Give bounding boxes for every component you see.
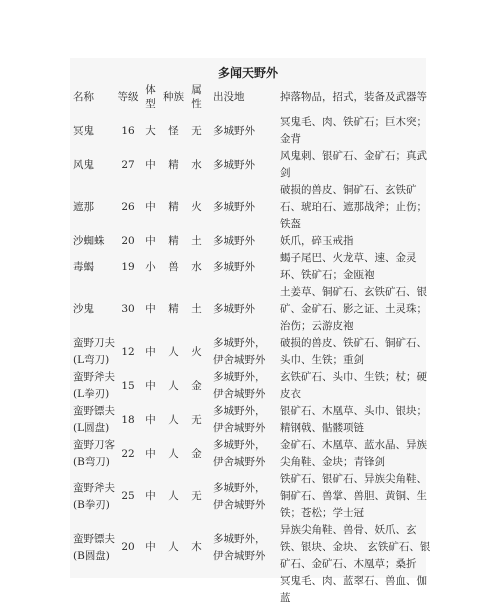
cell-drops: 破损的兽皮、铁矿石、铜矿石、头巾、生铁；重剑 bbox=[280, 337, 427, 366]
cell-race: 人 bbox=[168, 541, 179, 553]
cell-name: 风鬼 bbox=[73, 158, 94, 171]
cell-level bbox=[116, 573, 140, 607]
cell-level: 19 bbox=[121, 260, 135, 273]
table-row bbox=[72, 335, 438, 369]
cell-level: 30 bbox=[121, 303, 135, 315]
table-row bbox=[72, 573, 438, 607]
cell-name: 蛮野镖夫(L圆盘) bbox=[73, 405, 115, 434]
cell-location: 多城野外，伊舍城野外 bbox=[213, 532, 266, 562]
cell-drops: 冥鬼毛、肉、蓝翠石、兽血、伽蓝 bbox=[280, 575, 427, 604]
cell-attr: 水 bbox=[191, 260, 202, 273]
cell-attr: 土 bbox=[191, 303, 202, 315]
cell-race: 精 bbox=[168, 303, 179, 315]
cell-body: 中 bbox=[145, 158, 156, 171]
table-row bbox=[72, 182, 438, 233]
cell-race bbox=[161, 573, 186, 607]
cell-attr: 木 bbox=[191, 541, 202, 553]
cell-location: 多城野外 bbox=[213, 303, 255, 315]
cell-body: 中 bbox=[145, 201, 156, 213]
header-body: 体型 bbox=[145, 84, 156, 110]
cell-attr: 金 bbox=[191, 447, 202, 460]
header-race: 种族 bbox=[163, 90, 184, 103]
cell-attr: 无 bbox=[191, 124, 202, 137]
cell-location: 多城野外 bbox=[213, 124, 255, 137]
cell-drops: 金矿石、木凰草、蓝水晶、异族尖角鞋、金块；青锋剑 bbox=[280, 439, 427, 468]
cell-drops: 玄铁矿石、头巾、生铁；杖；硬皮衣 bbox=[280, 371, 427, 400]
header-level: 等级 bbox=[117, 90, 139, 103]
cell-drops: 异族尖角鞋、兽骨、妖爪、玄铁、银块、金块、 玄铁矿石、银矿石、金矿石、木凰草；桑折 bbox=[280, 524, 431, 570]
cell-attr: 火 bbox=[191, 201, 202, 213]
cell-race: 精 bbox=[168, 235, 179, 247]
cell-name: 毒蝎 bbox=[73, 260, 94, 273]
table-row bbox=[72, 522, 438, 573]
cell-location: 多城野外 bbox=[213, 158, 255, 171]
table-row bbox=[72, 284, 438, 335]
cell-location: 多城野外 bbox=[213, 201, 255, 213]
table-row bbox=[72, 233, 438, 250]
cell-drops: 风鬼刺、银矿石、金矿石；真武剑 bbox=[280, 150, 427, 179]
cell-location: 多城野外，伊舍城野外 bbox=[213, 405, 266, 434]
cell-attr: 土 bbox=[191, 235, 202, 247]
cell-location: 多城野外 bbox=[213, 260, 255, 273]
header-location: 出没地 bbox=[213, 90, 245, 103]
cell-name: 蛮野镖夫(B圆盘) bbox=[73, 532, 115, 562]
cell-level: 22 bbox=[121, 447, 135, 460]
cell-body: 小 bbox=[145, 260, 156, 273]
cell-attr: 水 bbox=[191, 158, 202, 171]
cell-level: 26 bbox=[121, 201, 135, 213]
cell-level: 20 bbox=[121, 235, 135, 247]
cell-race: 人 bbox=[168, 447, 179, 460]
cell-level: 16 bbox=[121, 124, 135, 137]
cell-body bbox=[140, 573, 161, 607]
table-title: 多闻天野外 bbox=[217, 66, 278, 80]
cell-body: 大 bbox=[145, 124, 156, 137]
cell-body: 中 bbox=[145, 541, 156, 553]
cell-body: 中 bbox=[145, 490, 156, 502]
cell-attr: 金 bbox=[191, 379, 202, 392]
cell-name: 遮那 bbox=[73, 201, 94, 213]
cell-level: 18 bbox=[121, 413, 135, 426]
cell-level: 25 bbox=[121, 490, 135, 502]
cell-drops: 土姜草、铜矿石、玄铁矿石、银矿、金矿石、影之证、土灵珠；治伤；云游皮袍 bbox=[280, 286, 427, 332]
table-row bbox=[72, 250, 438, 284]
cell-race: 兽 bbox=[168, 260, 179, 273]
cell-location: 多城野外 bbox=[213, 235, 255, 247]
cell-drops: 银矿石、木凰草、头巾、银块；精钢戟、骷髅项链 bbox=[280, 405, 427, 434]
cell-race: 精 bbox=[168, 201, 179, 213]
table-row bbox=[72, 369, 438, 403]
cell-race: 人 bbox=[168, 345, 179, 358]
cell-drops: 冥鬼毛、肉、铁矿石；巨木突；金背 bbox=[280, 116, 427, 145]
cell-name bbox=[72, 573, 116, 607]
header-name: 名称 bbox=[73, 90, 94, 103]
cell-name: 蛮野斧夫(L拳刃) bbox=[73, 371, 115, 400]
monster-table bbox=[72, 80, 438, 607]
cell-body: 中 bbox=[145, 413, 156, 426]
cell-drops: 破损的兽皮、铜矿石、玄铁矿石、琥珀石、遮那战斧；止伤；铁盔 bbox=[280, 184, 427, 230]
table-header-row bbox=[72, 80, 438, 114]
cell-body: 中 bbox=[145, 345, 156, 358]
cell-level: 20 bbox=[121, 541, 135, 553]
table-row bbox=[72, 148, 438, 182]
cell-level: 27 bbox=[121, 158, 135, 171]
table-row bbox=[72, 471, 438, 522]
cell-body: 中 bbox=[145, 303, 156, 315]
cell-attr: 火 bbox=[191, 345, 202, 358]
cell-drops: 妖爪，碎玉戒指 bbox=[280, 235, 354, 247]
cell-name: 蛮野斧夫(B拳刃) bbox=[73, 481, 115, 511]
table-row bbox=[72, 437, 438, 471]
cell-race: 怪 bbox=[168, 124, 179, 137]
header-attr: 属性 bbox=[191, 84, 202, 110]
cell-drops: 铁矿石、银矿石、异族尖角鞋、铜矿石、兽掌、兽胆、黄铜、生铁；苍松；学士冠 bbox=[280, 473, 427, 519]
cell-name: 蛮野刀客(B弯刀) bbox=[73, 439, 115, 468]
cell-name: 沙鬼 bbox=[73, 303, 94, 315]
table-row bbox=[72, 403, 438, 437]
cell-body: 中 bbox=[145, 379, 156, 392]
cell-attr: 无 bbox=[191, 413, 202, 426]
cell-attr bbox=[186, 573, 207, 607]
cell-name: 冥鬼 bbox=[73, 124, 94, 137]
cell-location bbox=[207, 573, 276, 607]
cell-name: 蛮野刀夫(L弯刀) bbox=[73, 337, 115, 366]
cell-level: 12 bbox=[121, 345, 135, 358]
cell-race: 精 bbox=[168, 158, 179, 171]
cell-location: 多城野外，伊舍城野外 bbox=[213, 481, 266, 511]
cell-race: 人 bbox=[168, 490, 179, 502]
cell-location: 多城野外，伊舍城野外 bbox=[213, 439, 266, 468]
cell-body: 中 bbox=[145, 235, 156, 247]
cell-race: 人 bbox=[168, 379, 179, 392]
cell-attr: 无 bbox=[191, 490, 202, 502]
cell-drops: 蝎子尾巴、火龙草、速、金灵环、铁矿石；金瓯袍 bbox=[280, 252, 417, 281]
cell-race: 人 bbox=[168, 413, 179, 426]
table-row bbox=[72, 114, 438, 148]
cell-name: 沙蜘蛛 bbox=[73, 235, 105, 247]
cell-location: 多城野外，伊舍城野外 bbox=[213, 337, 266, 366]
cell-level: 15 bbox=[121, 379, 135, 392]
cell-body: 中 bbox=[145, 447, 156, 460]
cell-location: 多城野外，伊舍城野外 bbox=[213, 371, 266, 400]
header-drops: 掉落物品，招式，装备及武器等 bbox=[280, 90, 427, 103]
